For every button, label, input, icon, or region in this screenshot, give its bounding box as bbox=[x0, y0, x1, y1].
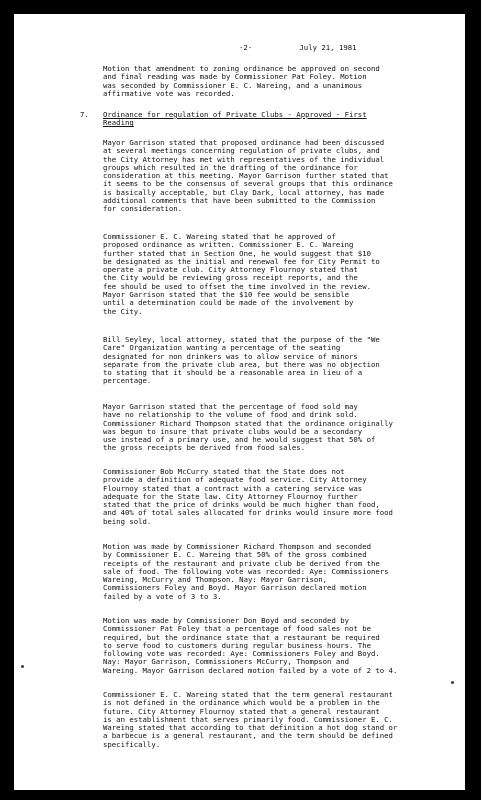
paragraph-mayor-garrison-intro: Mayor Garrison stated that proposed ordinance had been discussed at several meetings concerning regulation of private clubs, and the City Attorney has met with representatives of the individual groups which resulted in the drafting of the ordinance for consideration at this meeting. Mayor Garrison further stated that it seems to be the consensus of several groups that this ordinance is basically acceptable, but Clay Dark, local attorney, has made additional comments that have been submitted to the Commission for consideration. bbox=[103, 138, 393, 214]
paragraph-motion-boyd: Motion was made by Commissioner Don Boyd and seconded by Commissioner Pat Foley that a percentage of food sales not be required, but the ordinance state that a restaurant be required to serve food to customers during regular business hours. The following vote was recorded: Aye: Commissioners Foley and Boyd. Nay: Mayor Garrison, Commissioners McCurry, Thompson and Wareing. Mayor Garrison declared motion failed by a vote of 2 to 4. bbox=[103, 616, 398, 675]
scan-speck bbox=[21, 665, 24, 668]
document-page bbox=[14, 14, 465, 790]
paragraph-wareing-fee: Commissioner E. C. Wareing stated that he approved of proposed ordinance as written. Commissioner E. C. Wareing further stated that in Section One, he would suggest that $10 be designated as the initial and renewal fee for City Permit to operate a private club. City Attorney Flournoy stated that the City would be reviewing gross receipt reports, and the fee should be used to offset the time involved in the review. Mayor Garrison stated that the $10 fee would be sensible until a determination could be made of the involvement by the City. bbox=[103, 232, 380, 316]
paragraph-wareing-restaurant: Commissioner E. C. Wareing stated that the term general restaurant is not defined in the ordinance which would be a problem in the future. City Attorney Flournoy stated that a general restaurant is an establishment that serves primarily food. Commissioner E. C. Wareing stated that according to that definition a hot dog stand or a barbecue is a general restaurant, and the term should be defined specifically. bbox=[103, 690, 398, 749]
page-header bbox=[239, 44, 439, 52]
paragraph-mccurry: Commissioner Bob McCurry stated that the State does not provide a definition of adequate food service. City Attorney Flournoy stated that a contract with a catering service was adequate for the State law. City Attorney Flournoy further stated that the price of drinks would be much higher than food, and 40% of total sales allocated for drinks would insure more food being sold. bbox=[103, 467, 393, 526]
scan-speck bbox=[451, 681, 454, 684]
intro-paragraph: Motion that amendment to zoning ordinance be approved on second and final reading was made by Commissioner Pat Foley. Motion was seconded by Commissioner E. C. Wareing, and a unanimous affirmative vote was recorded. bbox=[103, 64, 380, 98]
item-number: 7. bbox=[80, 110, 89, 119]
page-number: -2- bbox=[239, 43, 253, 52]
paragraph-motion-thompson: Motion was made by Commissioner Richard Thompson and seconded by Commissioner E. C. Wareing that 50% of the gross combined receipts of the restaurant and private club be derived from the sale of food. The following vote was recorded: Aye: Commissioners Wareing, McCurry and Thompson. Nay: Mayor Garrison, Commissioners Foley and Boyd. Mayor Garrison declared motion failed by a vote of 3 to 3. bbox=[103, 542, 389, 601]
item-title: Ordinance for regulation of Private Clubs - Approved - First Reading bbox=[103, 110, 367, 128]
paragraph-garrison-food: Mayor Garrison stated that the percentage of food sold may have no relationship to the volume of food and drink sold. Commissioner Richard Thompson stated that the ordinance originally was begun to insure that private clubs would be a secondary use instead of a primary use, and he would suggest that 50% of the gross receipts be derived from food sales. bbox=[103, 402, 393, 453]
paragraph-seyley: Bill Seyley, local attorney, stated that the purpose of the "We Care" Organization wanting a percentage of the seating designated for non drinkers was to allow service of minors separate from the private club area, but there was no objection to stating that it should be a reasonable area in lieu of a percentage. bbox=[103, 335, 380, 386]
page-date: July 21, 1981 bbox=[299, 43, 357, 52]
